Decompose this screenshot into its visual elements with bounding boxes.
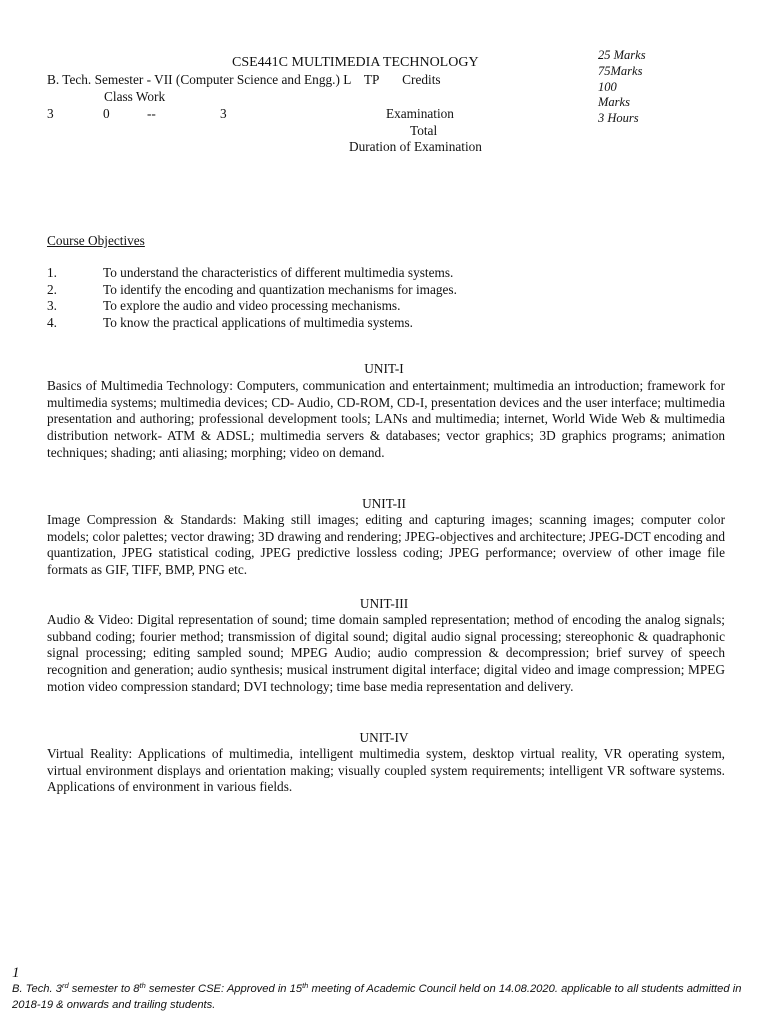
lecture-credit-value: 3	[47, 106, 54, 121]
course-title: CSE441C MULTIMEDIA TECHNOLOGY	[232, 55, 479, 70]
examination-label: Examination	[386, 106, 454, 121]
exam-duration: 3 Hours	[598, 111, 639, 126]
approval-footnote	[12, 982, 752, 1013]
page-number: 1	[12, 965, 20, 981]
objective-text: To identify the encoding and quantization mechanisms for images.	[103, 282, 457, 297]
total-marks-value: 100	[598, 79, 617, 94]
objective-text: To explore the audio and video processing mechanisms.	[103, 298, 401, 313]
marks-column	[598, 48, 646, 127]
unit-4-heading: UNIT-IV	[359, 730, 409, 745]
total-marks-unit: Marks	[598, 95, 630, 110]
class-work-label: Class Work	[104, 89, 166, 104]
practical-credit-value: --	[147, 106, 156, 121]
program-line: B. Tech. Semester - VII (Computer Science and Engg.) L TP Credits	[47, 72, 441, 87]
footnote-text-part: B. Tech. 3	[12, 983, 62, 995]
objective-text: To understand the characteristics of different multimedia systems.	[103, 265, 454, 280]
footnote-text-part: meeting of Academic Council held on 14.08.2020. applicable to all students admitted in 2018-19 & onwards and trailing students.	[12, 983, 742, 1011]
class-work-marks: 25 Marks	[598, 48, 646, 62]
ordinal-suffix: rd	[61, 981, 69, 990]
footnote-text-part: semester CSE: Approved in 15	[145, 983, 303, 995]
tutorial-credit-value: 0	[103, 106, 110, 121]
duration-label: Duration of Examination	[349, 139, 482, 154]
objective-number: 4.	[47, 315, 57, 330]
objective-text: To know the practical applications of multimedia systems.	[103, 315, 413, 330]
unit-3-content: Audio & Video: Digital representation of sound; time domain sampled representation; method of encoding the analog signals; subband coding; fourier method; transmission of digital sound; digital audio signal processing; stereophonic & quadraphonic signal processing; editing sampled sound; MPEG Audio; audio compression & decompression; brief survey of speech recognition and generation; audio synthesis; musical instrument digital interface; digital video and image compression; MPEG motion video compression standard; DVI technology; time base media representation and delivery.	[47, 612, 725, 694]
ordinal-suffix: th	[139, 981, 146, 990]
exam-marks: 75Marks	[598, 63, 643, 78]
objective-number: 2.	[47, 282, 57, 297]
objective-number: 3.	[47, 298, 57, 313]
unit-1-heading: UNIT-I	[364, 361, 404, 376]
footnote-text-part: semester to 8	[68, 983, 140, 995]
course-objectives-heading: Course Objectives	[47, 233, 145, 248]
ordinal-suffix: th	[302, 981, 309, 990]
unit-2-heading: UNIT-II	[362, 496, 406, 511]
unit-3-heading: UNIT-III	[359, 596, 409, 611]
total-label: Total	[410, 123, 438, 138]
unit-4-content: Virtual Reality: Applications of multimedia, intelligent multimedia system, desktop virtual reality, VR operating system, virtual environment displays and orientation making; visually coupled system requirements; intelligent VR software systems. Applications of environment in various fields.	[47, 746, 725, 795]
unit-2-content: Image Compression & Standards: Making still images; editing and capturing images; scanning images; computer color models; color palettes; vector drawing; 3D drawing and rendering; JPEG-objectives and architecture; JPEG-DCT encoding and quantization, JPEG statistical coding, JPEG predictive lossless coding; JPEG performance; overview of other image file formats as GIF, TIFF, BMP, PNG etc.	[47, 512, 725, 578]
unit-1-content: Basics of Multimedia Technology: Computers, communication and entertainment; multimedia an introduction; framework for multimedia systems; multimedia devices; CD- Audio, CD-ROM, CD-I, presentation devices and the user interface; multimedia presentation and authoring; professional development tools; LANs and multimedia; internet, World Wide Web & multimedia distribution network- ATM & ADSL; multimedia servers & databases; vector graphics; 3D graphics programs; animation techniques; shading; anti aliasing; morphing; video on demand.	[47, 378, 725, 460]
objective-number: 1.	[47, 265, 57, 280]
total-credit-value: 3	[220, 106, 227, 121]
